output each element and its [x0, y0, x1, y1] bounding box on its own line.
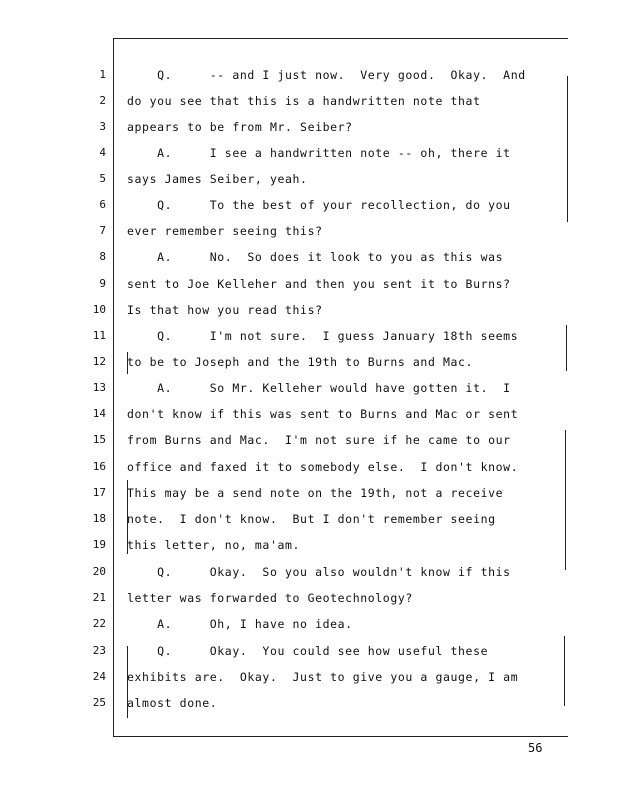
line-number: 9 [99, 277, 106, 290]
line-text: Q. Okay. So you also wouldn't know if this [127, 565, 511, 579]
line-text: exhibits are. Okay. Just to give you a gauge, I am [127, 670, 519, 684]
line-number: 4 [99, 146, 106, 159]
line-number: 3 [99, 120, 106, 133]
line-text: letter was forwarded to Geotechnology? [127, 591, 413, 605]
line-text: to be to Joseph and the 19th to Burns and Mac. [127, 355, 474, 369]
line-number: 1 [99, 68, 106, 81]
line-number: 21 [92, 591, 106, 604]
line-text: note. I don't know. But I don't remember seeing [127, 512, 496, 526]
page-number: 56 [528, 741, 543, 755]
line-number: 19 [92, 538, 106, 551]
line-number: 11 [92, 329, 106, 342]
line-text: sent to Joe Kelleher and then you sent it to Burns? [127, 277, 511, 291]
line-text: Q. To the best of your recollection, do you [127, 198, 511, 212]
line-text: office and faxed it to somebody else. I don't know. [127, 460, 519, 474]
line-number: 23 [92, 644, 106, 657]
line-number: 13 [92, 381, 106, 394]
line-number: 25 [92, 696, 106, 709]
line-text: says James Seiber, yeah. [127, 172, 308, 186]
line-number: 16 [92, 460, 106, 473]
line-number: 15 [92, 433, 106, 446]
line-text: this letter, no, ma'am. [127, 538, 301, 552]
page-border-bottom [113, 736, 568, 737]
line-number: 2 [99, 94, 106, 107]
line-number: 20 [92, 565, 106, 578]
line-number: 12 [92, 355, 106, 368]
line-text: Q. -- and I just now. Very good. Okay. And [127, 68, 526, 82]
line-number: 8 [99, 250, 106, 263]
line-number: 5 [99, 172, 106, 185]
line-text: from Burns and Mac. I'm not sure if he came to our [127, 433, 511, 447]
line-text: This may be a send note on the 19th, not a receive [127, 486, 504, 500]
line-text: do you see that this is a handwritten note that [127, 94, 481, 108]
line-text: don't know if this was sent to Burns and Mac or sent [127, 407, 519, 421]
line-number: 6 [99, 198, 106, 211]
line-text: A. Oh, I have no idea. [127, 617, 353, 631]
line-number: 10 [92, 303, 106, 316]
line-text: A. So Mr. Kelleher would have gotten it. I [127, 381, 511, 395]
line-text: Is that how you read this? [127, 303, 323, 317]
line-number: 17 [92, 486, 106, 499]
line-text: ever remember seeing this? [127, 224, 323, 238]
line-text: almost done. [127, 696, 218, 710]
line-text: Q. I'm not sure. I guess January 18th seems [127, 329, 519, 343]
line-number: 18 [92, 512, 106, 525]
line-number: 14 [92, 407, 106, 420]
line-number: 7 [99, 224, 106, 237]
page-border-top [113, 38, 568, 39]
line-text: A. I see a handwritten note -- oh, there it [127, 146, 511, 160]
line-number: 22 [92, 617, 106, 630]
line-text: Q. Okay. You could see how useful these [127, 644, 489, 658]
line-number: 24 [92, 670, 106, 683]
line-text: A. No. So does it look to you as this was [127, 250, 504, 264]
transcript-line [0, 696, 618, 729]
line-text: appears to be from Mr. Seiber? [127, 120, 353, 134]
